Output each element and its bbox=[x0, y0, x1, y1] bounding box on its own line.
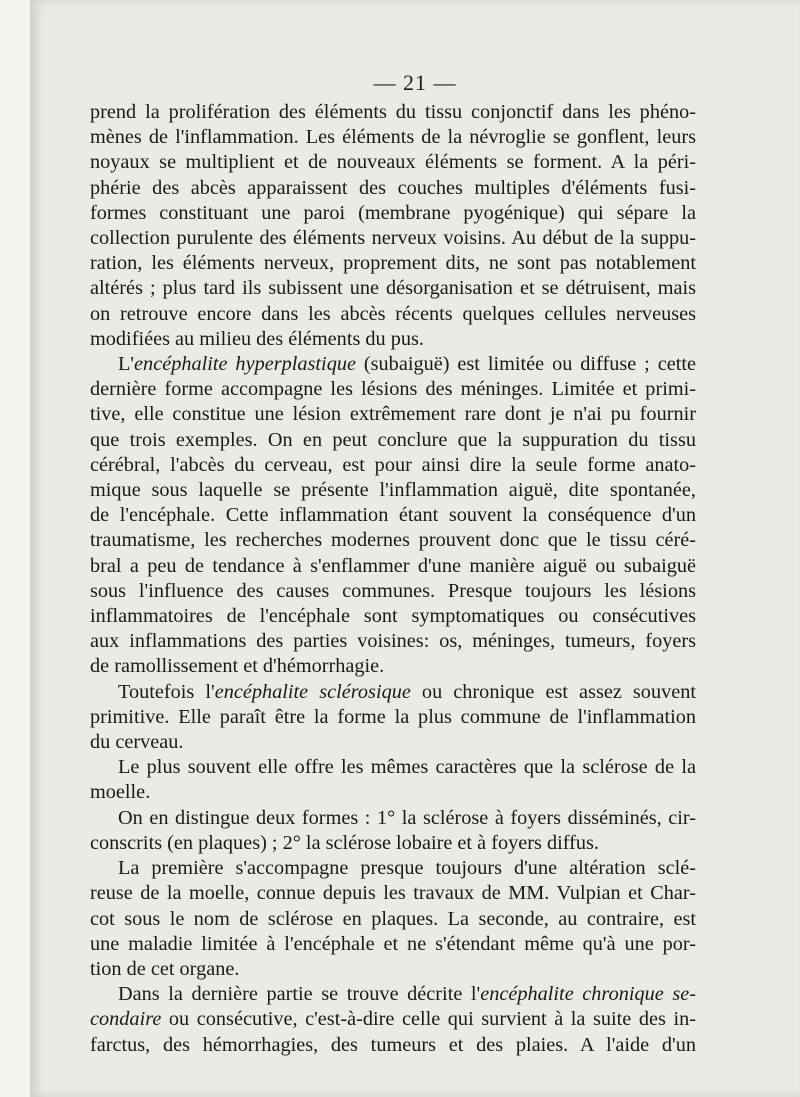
text-run: altérés ; plus tard ils subissent une désorganisation et se détruisent, mais bbox=[90, 277, 696, 300]
text-run: ou chronique est assez souvent bbox=[410, 680, 697, 703]
text-run: collection purulente des éléments nerveux voisins. Au début de la suppu- bbox=[90, 227, 696, 250]
text-line bbox=[90, 528, 696, 553]
text-run: farctus, des hémorrhagies, des tumeurs et des plaies. A l'aide d'un bbox=[90, 1033, 696, 1056]
text-run: sous l'influence des causes communes. Presque toujours les lésions bbox=[90, 579, 696, 602]
text-line bbox=[90, 680, 696, 705]
text-run: dernière forme accompagne les lésions des méninges. Limitée et primi- bbox=[90, 378, 696, 401]
text-run: aux inflammations des parties voisines: os, méninges, tumeurs, foyers bbox=[90, 630, 696, 653]
text-line bbox=[90, 982, 696, 1007]
text-run: traumatisme, les recherches modernes prouvent donc que le tissu céré- bbox=[90, 529, 696, 552]
text-line bbox=[90, 428, 696, 453]
text-line bbox=[90, 554, 696, 579]
text-run: noyaux se multiplient et de nouveaux éléments se forment. A la péri- bbox=[90, 151, 696, 174]
text-run: bral a peu de tendance à s'enflammer d'une manière aiguë ou subaiguë bbox=[90, 554, 696, 577]
text-line bbox=[90, 377, 696, 402]
text-run: une maladie limitée à l'encéphale et ne s'étendant même qu'à une por- bbox=[90, 932, 696, 955]
text-run: mènes de l'inflammation. Les éléments de la névroglie se gonflent, leurs bbox=[90, 126, 696, 149]
text-line bbox=[90, 881, 696, 906]
text-line bbox=[90, 856, 696, 881]
italic-term: encéphalite hyperplastique bbox=[134, 353, 356, 376]
text-line bbox=[90, 251, 696, 276]
text-line bbox=[90, 302, 696, 327]
text-run: La première s'accompagne presque toujours d'une altération sclé- bbox=[118, 857, 696, 880]
body-text bbox=[90, 100, 696, 1058]
text-line bbox=[90, 402, 696, 427]
text-run: On en distingue deux formes : 1° la sclérose à foyers disséminés, cir- bbox=[118, 806, 696, 829]
text-line bbox=[90, 579, 696, 604]
text-line bbox=[90, 730, 696, 755]
text-line bbox=[90, 100, 696, 125]
text-line bbox=[90, 1007, 696, 1032]
text-run: phérie des abcès apparaissent des couches multiples d'éléments fusi- bbox=[90, 176, 696, 199]
text-run: reuse de la moelle, connue depuis les travaux de MM. Vulpian et Char- bbox=[90, 882, 696, 905]
text-line bbox=[90, 478, 696, 503]
text-line bbox=[90, 150, 696, 175]
text-run: tion de cet organe. bbox=[90, 957, 240, 980]
text-line bbox=[90, 1033, 696, 1058]
text-run: de ramollissement et d'hémorrhagie. bbox=[90, 655, 385, 678]
scanned-page bbox=[30, 0, 800, 1097]
text-run: de l'encéphale. Cette inflammation étant souvent la conséquence d'un bbox=[90, 504, 696, 527]
text-run: formes constituant une paroi (membrane pyogénique) qui sépare la bbox=[90, 201, 696, 224]
text-line bbox=[90, 907, 696, 932]
italic-term: condaire bbox=[90, 1008, 162, 1031]
text-line bbox=[90, 604, 696, 629]
text-run: conscrits (en plaques) ; 2° la sclérose lobaire et à foyers diffus. bbox=[90, 831, 599, 854]
text-line bbox=[90, 654, 696, 679]
text-line bbox=[90, 226, 696, 251]
italic-term: encéphalite sclérosique bbox=[214, 680, 411, 703]
text-run: ou consécutive, c'est-à-dire celle qui survient à la suite des in- bbox=[161, 1008, 696, 1031]
text-line bbox=[90, 957, 696, 982]
text-run: tive, elle constitue une lésion extrêmement rare dont je n'ai pu fournir bbox=[90, 403, 696, 426]
text-line bbox=[90, 176, 696, 201]
text-run: Dans la dernière partie se trouve décrite l' bbox=[118, 983, 481, 1006]
text-run: que trois exemples. On en peut conclure que la suppuration du tissu bbox=[90, 428, 696, 451]
text-run: cérébral, l'abcès du cerveau, est pour ainsi dire la seule forme anato- bbox=[90, 453, 696, 476]
text-run: prend la prolifération des éléments du tissu conjonctif dans les phéno- bbox=[90, 101, 696, 123]
text-line bbox=[90, 201, 696, 226]
text-line bbox=[90, 503, 696, 528]
text-run: Le plus souvent elle offre les mêmes caractères que la sclérose de la bbox=[118, 756, 696, 779]
page-number: — 21 — bbox=[373, 70, 457, 95]
text-run: (subaiguë) est limitée ou diffuse ; cette bbox=[355, 353, 696, 376]
text-line bbox=[90, 932, 696, 957]
text-line bbox=[90, 705, 696, 730]
text-line bbox=[90, 755, 696, 780]
text-run: du cerveau. bbox=[90, 731, 184, 754]
text-line bbox=[90, 352, 696, 377]
text-run: cot sous le nom de sclérose en plaques. La seconde, au contraire, est bbox=[90, 907, 696, 930]
text-run: moelle. bbox=[90, 781, 151, 804]
italic-term: encéphalite chronique se- bbox=[480, 983, 697, 1006]
text-run: L' bbox=[118, 353, 135, 376]
text-run: mique sous laquelle se présente l'inflammation aiguë, dite spontanée, bbox=[90, 479, 696, 502]
text-line bbox=[90, 806, 696, 831]
text-line bbox=[90, 780, 696, 805]
text-line bbox=[90, 453, 696, 478]
text-run: primitive. Elle paraît être la forme la plus commune de l'inflammation bbox=[90, 705, 696, 728]
text-line bbox=[90, 327, 696, 352]
text-line bbox=[90, 831, 696, 856]
text-line bbox=[90, 276, 696, 301]
text-run: ration, les éléments nerveux, proprement dits, ne sont pas notablement bbox=[90, 252, 696, 275]
text-run: modifiées au milieu des éléments du pus. bbox=[90, 327, 425, 350]
text-run: Toutefois l' bbox=[118, 680, 215, 703]
text-line bbox=[90, 629, 696, 654]
text-line bbox=[90, 125, 696, 150]
text-run: inflammatoires de l'encéphale sont symptomatiques ou consécutives bbox=[90, 605, 696, 628]
text-run: on retrouve encore dans les abcès récents quelques cellules nerveuses bbox=[90, 302, 696, 325]
